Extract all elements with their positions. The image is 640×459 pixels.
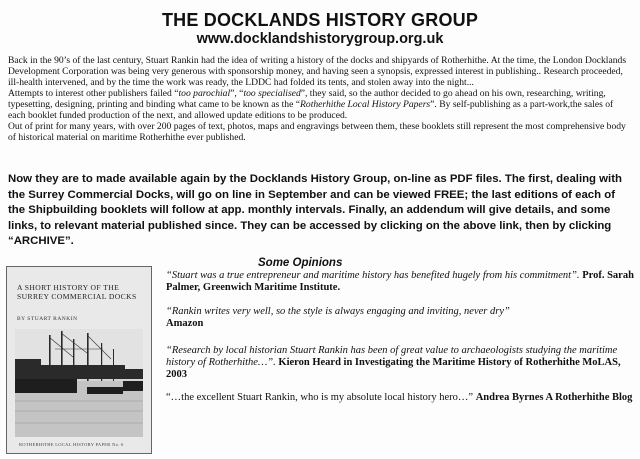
intro-p2-part-d: ”. By self-publishing as a part-work,the sales of each booklet funded production of the next, and allowed update editions to be produced. xyxy=(8,99,614,121)
series-name: Rotherhithe Local History Papers xyxy=(300,99,431,110)
quote-attribution: Andrea Byrnes A Rotherhithe Blog xyxy=(475,392,633,403)
book-author: BY STUART RANKIN xyxy=(17,316,78,322)
intro-p2-part-a: Attempts to interest other publishers failed “ xyxy=(8,88,179,99)
opinion-quote xyxy=(166,270,634,294)
quote-attribution: Amazon xyxy=(166,318,204,329)
intro-paragraph-2 xyxy=(8,88,632,121)
quote-attribution: Kieron Heard in Investigating the Maritime History of Rotherhithe MoLAS, 2003 xyxy=(166,357,621,380)
book-series-label: ROTHERHITHE LOCAL HISTORY PAPER No. 6 xyxy=(19,442,124,447)
book-cover-image xyxy=(6,266,152,454)
opinion-quote xyxy=(166,345,634,381)
opinion-quote xyxy=(166,306,634,330)
page-title: THE DOCKLANDS HISTORY GROUP xyxy=(161,10,479,30)
intro-p2-part-c: ”, they said, so the author decided to go ahead on his own, researching, writing, typesetting, designing, printing and binding what came to be known as the “ xyxy=(8,88,606,110)
quote-too-parochial: too parochial xyxy=(178,88,231,99)
quote-attribution: Prof. Sarah Palmer, Greenwich Maritime Institute. xyxy=(166,270,634,293)
website-link[interactable]: www.docklandshistorygroup.org.uk xyxy=(196,31,444,47)
quote-text: “Stuart was a true entrepreneur and maritime history has benefited hugely from his commitment”. xyxy=(166,270,580,281)
dock-photo xyxy=(15,329,143,437)
quote-text: “Research by local historian Stuart Rankin has been of great value to archaeologists studying the maritime history of Rotherhithe…”. xyxy=(166,345,618,368)
announcement: Now they are to made available again by the Docklands History Group, on-line as PDF files. The first, dealing with the Surrey Commercial Docks, will go on line in September and can be viewed FREE; the last editions of each of the Shipbuilding booklets will follow at app. monthly intervals. Finally, an addendum will give details, and some links, to relevant material published since. They can be accessed by clicking on the above link, then by clicking “ARCHIVE”. xyxy=(8,173,622,247)
intro-paragraph-3: Out of print for many years, with over 200 pages of text, photos, maps and engravings between them, these booklets still represent the most comprehensive body of historical material on maritime Rotherhithe ever published. xyxy=(8,121,626,143)
intro-text xyxy=(8,55,632,143)
intro-p2-part-b: ”, “ xyxy=(230,88,244,99)
opinion-quote xyxy=(166,392,634,404)
intro-paragraph-1: Back in the 90’s of the last century, Stuart Rankin had the idea of writing a history of the docks and shipyards of Rotherhithe. At the time, the London Docklands Development Corporation was being very generous with sponsorship money, and having seen a synopsis, expressed interest in publishing.. Research proceeded, ill-health intervened, and by the time the work was ready, the LDDC had folded its tents, and stolen away into the night... xyxy=(8,55,627,88)
quote-too-specialised: too specialised xyxy=(243,88,301,99)
book-title: A SHORT HISTORY OF THE SURREY COMMERCIAL DOCKS xyxy=(17,283,137,301)
quote-text: “Rankin writes very well, so the style is always engaging and inviting, never dry” xyxy=(166,306,510,317)
opinions-heading: Some Opinions xyxy=(258,257,343,269)
quote-text: “…the excellent Stuart Rankin, who is my absolute local history hero…” xyxy=(166,392,474,403)
